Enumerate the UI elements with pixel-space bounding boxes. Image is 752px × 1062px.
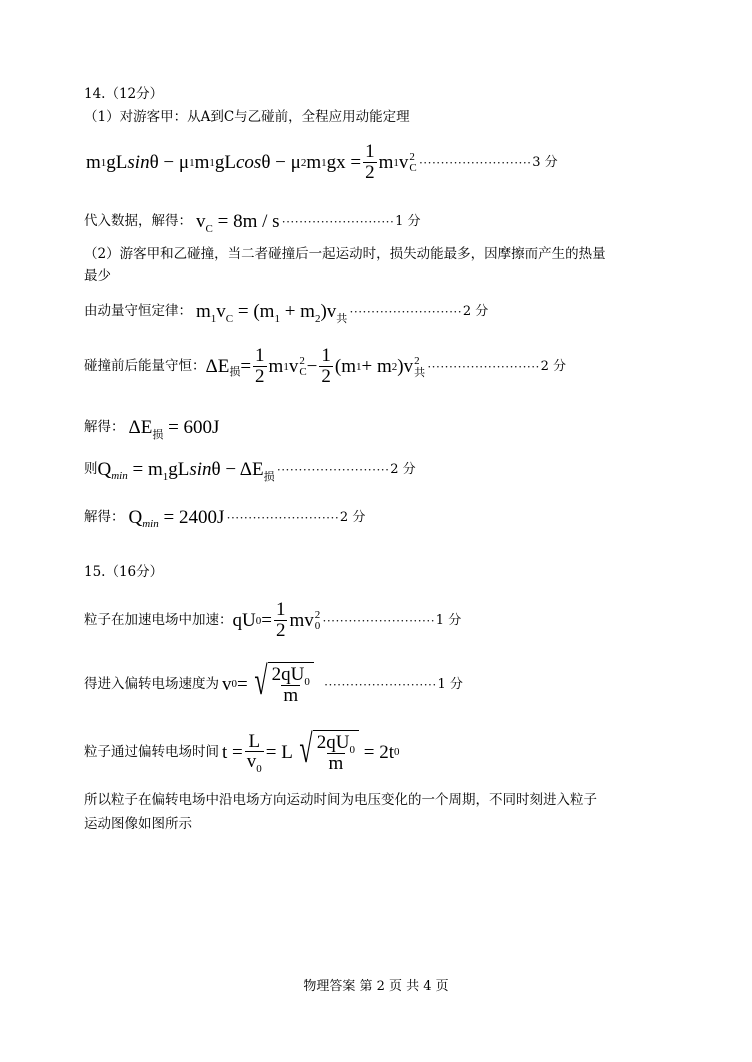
q14-dE-value: 600J [183,417,220,438]
q14-vc-value: 8m / s [233,211,280,232]
q15-accel-label: 粒子在加速电场中加速： [84,612,233,629]
q15-accel-line: 粒子在加速电场中加速： qU 0 = $\frac{1}{2}$ mv 2 0 ·························· 1 分 [84,599,462,641]
q14-solve1-label: 解得： [84,418,125,435]
q14-solve2-line: 解得： $Q_{min} = 2400J$ ·························· 2 分 [84,507,366,530]
q14-energy-label: 碰撞前后能量守恒： [84,358,206,375]
q14-momentum-line: 由动量守恒定律： $m_1v_C = (m_1 + m_2)v_共$ ·························· 2 分 [84,301,489,325]
q15-enter-line: 得进入偏转电场速度为 v 0 = √ $\frac{2qU_0}{m}$ ·························· 1 分 [84,658,463,706]
q14-then-label: 则 [84,460,98,477]
q14-score-2a: 2 分 [462,304,489,319]
q14-substitute-label: 代入数据，解得： [84,212,192,229]
page-footer: 物理答案 第 2 页 共 4 页 [303,979,449,994]
q15-conclusion-line2: 运动图像如图所示 [84,816,192,832]
q14-substitute-line: 代入数据，解得： $v_C = 8m / s$ ·························· 1 分 [84,211,421,235]
q15-score-1a: 1 分 [435,613,462,629]
q14-part1: （1）对游客甲：从A到C与乙碰前，全程应用动能定理 [84,109,410,125]
q14-Q-value: 2400J [178,507,225,528]
q14-score-1a: 1 分 [395,214,421,229]
q15-conclusion-line1: 所以粒子在偏转电场中沿电场方向运动时间为电压变化的一个周期，不同时刻进入粒子 [84,792,597,808]
q15-time-line: 粒子通过偏转电场时间 t = $\frac{L}{v_0}$ = L √ $\frac{2qU_0}{m}$ = 2t 0 [84,726,400,776]
q14-then-line: 则 $Q_{min} = m_1gLsin\theta - \Delta E_损$ ·························· 2 分 [84,459,416,483]
q14-score-2c: 2 分 [390,462,416,477]
q14-solve2-label: 解得： [84,508,125,525]
q14-equation-energy-theorem: m 1 gL sin θ − μ 1 m 1 gL cos θ − μ 2 m 1 gx = $\frac{1}{2}$ m 1 v 2 C ·························· 3 分 [86,141,558,183]
q15-score-1b: 1 分 [437,676,463,692]
q14-energy-line: 碰撞前后能量守恒： ΔE 损 = $\frac{1}{2}$ m 1 v 2 C − $\frac{1}{2}$ (m 1 + m 2 )v 2 共 ·························· 2 分 [84,345,567,387]
q15-time-label: 粒子通过偏转电场时间 [84,743,219,760]
q15-enter-label: 得进入偏转电场速度为 [84,675,219,692]
q14-part2-line2: 最少 [84,268,111,284]
q14-score-2d: 2 分 [339,510,366,525]
q14-score-2b: 2 分 [540,359,567,375]
q14-solve1-line: 解得： $\Delta E_损 = 600J$ [84,417,220,441]
q14-part2-line1: （2）游客甲和乙碰撞，当二者碰撞后一起运动时，损失动能最多，因摩擦而产生的热量 [84,246,606,262]
q14-momentum-label: 由动量守恒定律： [84,302,192,319]
q14-header: 14.（12分） [84,86,164,102]
q14-score-3: 3 分 [532,155,558,171]
q15-header: 15.（16分） [84,564,164,580]
